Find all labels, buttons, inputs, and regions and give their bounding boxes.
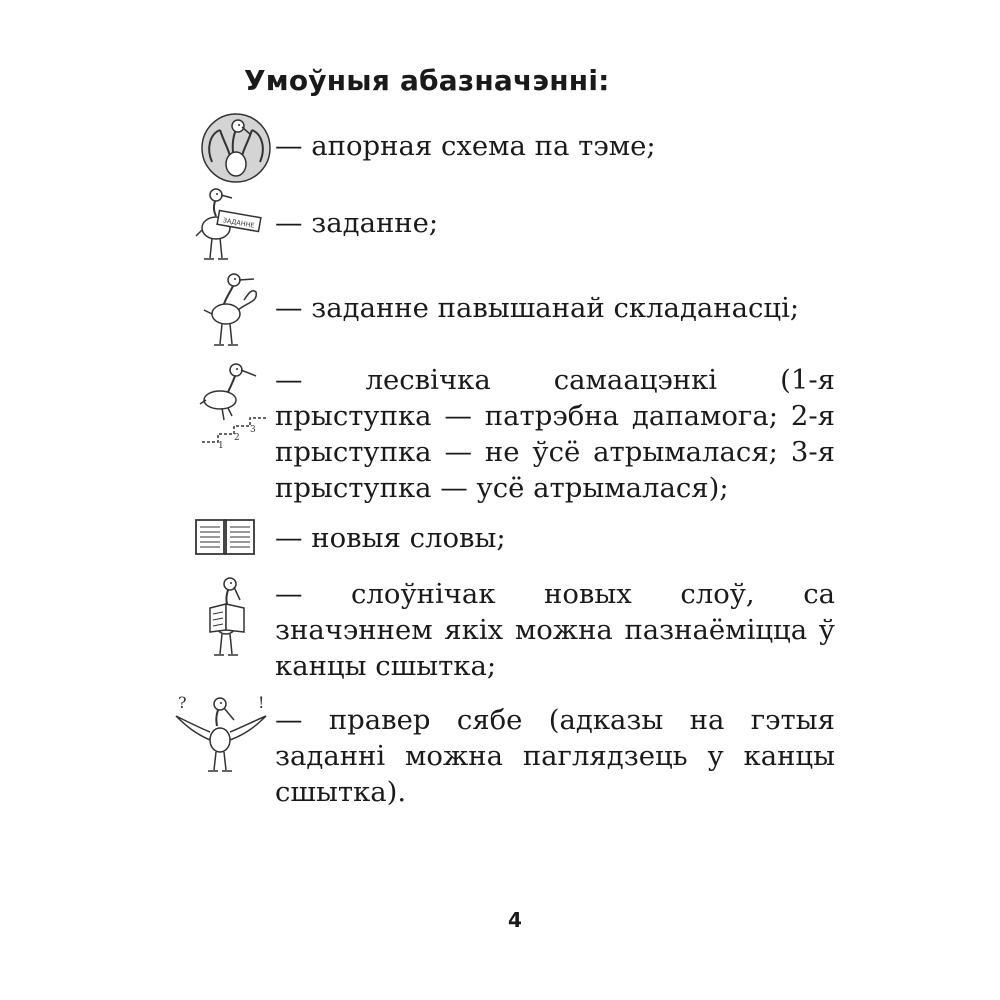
step-2-label: 2	[234, 433, 240, 443]
legend-text-advanced: — заданне павышанай складанасці;	[275, 292, 800, 324]
question-mark: ?	[178, 693, 187, 712]
legend-text-new-words: — новыя словы;	[275, 522, 506, 554]
step-3-label: 3	[250, 425, 256, 435]
exclamation-mark: !	[258, 693, 265, 712]
legend-text-diagram: — апорная схема па тэме;	[275, 130, 656, 162]
legend-text-self-assessment: — лесвічка самаацэнкі (1-я прыступка — патрэбна дапамога; 2-я прыступка — не ўсё атрымалася; 3-я прыступка — усё атрымалася);	[275, 364, 835, 504]
stork-reading-book-icon	[200, 574, 256, 662]
page-number: 4	[508, 908, 522, 932]
task-sign-label: ЗАДАННЕ	[222, 216, 256, 230]
stork-wings-spread-icon	[172, 692, 272, 776]
stork-standing-icon	[200, 272, 264, 352]
step-1-label: 1	[218, 441, 224, 448]
legend-text-task: — заданне;	[275, 207, 439, 239]
legend-text-self-check: — правер сябе (адказы на гэтыя заданні можна паглядзець у канцы сшытка).	[275, 704, 835, 808]
legend-text-glossary: — слоўнічак новых слоў, са значэннем якіх можна пазнаёміцца ў канцы сшытка;	[275, 578, 835, 682]
stork-on-steps-icon	[196, 362, 270, 448]
open-book-icon	[194, 516, 256, 556]
stork-task-sign-icon	[194, 186, 264, 266]
stork-diagram-circle-icon	[200, 112, 272, 184]
page-heading: Умоўныя абазначэнні:	[244, 64, 610, 97]
